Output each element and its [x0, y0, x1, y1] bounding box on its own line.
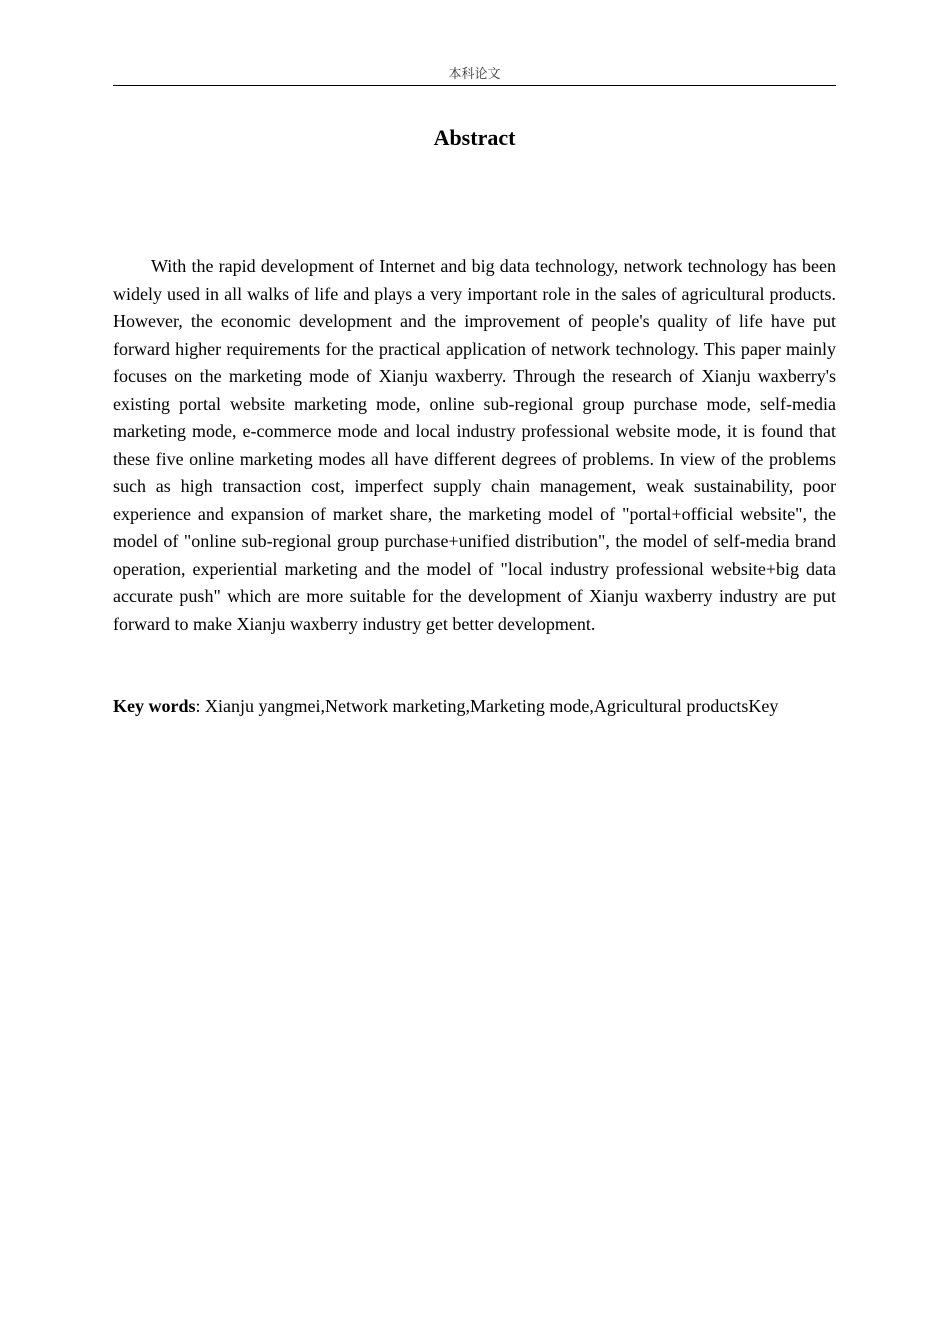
- keywords-value: Xianju yangmei,Network marketing,Marketing mode,Agricultural productsKey: [205, 696, 779, 716]
- header-rule: [113, 85, 836, 86]
- keywords-line: [113, 693, 853, 720]
- abstract-heading: Abstract: [433, 125, 516, 150]
- keywords-label: Key words: [113, 696, 196, 716]
- abstract-body: With the rapid development of Internet and big data technology, network technology has been widely used in all walks of life and plays a very important role in the sales of agricultural products. However, the economic development and the improvement of people's quality of life have put forward higher requirements for the practical application of network technology. This paper mainly focuses on the marketing mode of Xianju waxberry. Through the research of Xianju waxberry's existing portal website marketing mode, online sub-regional group purchase mode, self-media marketing mode, e-commerce mode and local industry professional website mode, it is found that these five online marketing modes all have different degrees of problems. In view of the problems such as high transaction cost, imperfect supply chain management, weak sustainability, poor experience and expansion of market share, the marketing model of "portal+official website", the model of "online sub-regional group purchase+unified distribution", the model of self-media brand operation, experiential marketing and the model of "local industry professional website+big data accurate push" which are more suitable for the development of Xianju waxberry industry are put forward to make Xianju waxberry industry get better development.: [113, 256, 836, 634]
- keywords-separator: :: [195, 696, 206, 716]
- running-header: 本科论文: [448, 67, 501, 82]
